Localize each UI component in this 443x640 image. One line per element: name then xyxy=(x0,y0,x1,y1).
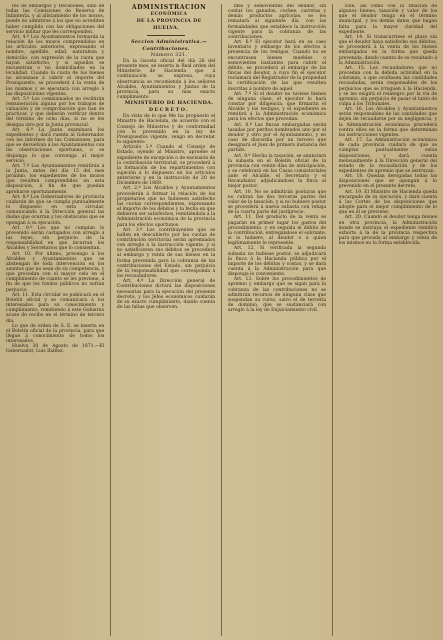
paragraph: Art. 14. Si transcurriese el plazo sin que el deudor haya satisfecho sus débitos, se procederá á la venta de los bienes embargados en la forma que queda prevenida, dando cuenta de su resultado á la Administración. xyxy=(338,34,438,66)
paragraph: Art. 5.º Los comisionados no recibirán remuneración alguna por los trabajos de valuación y de comprobación que han de practicar, y que deberán verificar dentro del término de ocho días, si no se les designa otro por la Junta provincial. xyxy=(6,96,105,128)
header-rule xyxy=(147,35,185,36)
column-divider xyxy=(221,4,222,636)
column-4 xyxy=(339,4,437,636)
paragraph: Art. 9.º Hecha la tasación, se anunciará la subasta en el Boletín oficial de la provincia con veinte días de anticipación, y se celebrará en las Casas consistoriales ante el Alcalde, el Secretario y el Recaudador, adjudicándose la finca al mejor postor. xyxy=(227,153,327,190)
ministry-heading: MINISTERIO DE HACIENDA. xyxy=(124,100,214,107)
paragraph: Huelva 30 de Agosto de 1871.—El Gobernador, Luis Ibáñez. xyxy=(6,344,105,355)
paragraph: En la Gaceta oficial del día 26 del presente mes, se inserta la Real orden del Ministerio de Hacienda que á continuación se expresa, cuya observancia se recomienda á los señores Alcaldes, Ayuntamientos y Juntas de la provincia, para su más exacto cumplimiento. xyxy=(116,59,216,101)
paragraph: Art. 15. Los recaudadores que no procedan con la debida actividad en la cobranza, o que ocultasen las cantidades recaudadas, serán responsables de los perjuicios que se irroguen á la Hacienda, y se les exigirá el reintegro por la vía de apremio, sin perjuicio de pasar el tanto de culpa á los Tribunales. xyxy=(338,65,438,107)
paragraph: Art. 8.º Las fincas embargadas serán tasadas por peritos nombrados uno por el deudor y otro por el Ayuntamiento, y en caso de discordia por un tercero que designará el Juez de primera instancia del partido. xyxy=(227,122,327,154)
paragraph: Art. 20. Cuando el deudor tenga bienes en otra provincia, la Administración donde se instruya el expediente remitirá exhorto á la de la provincia respectiva para que proceda al embargo y venta de los mismos en la forma establecida. xyxy=(338,215,438,247)
paragraph: Art. 17. La Administración económica de cada provincia cuidará de que se cumplan puntualmente estas disposiciones, y dará cuenta mensualmente á la Dirección general del estado de la recaudación y de los expedientes de apremio que se instruyan. xyxy=(338,138,438,174)
paragraph: En vista de lo que Me ha propuesto el Ministro de Hacienda, de acuerdo con el Consejo de Ministros y de conformidad con lo prevenido en la ley de Presupuestos vigente, vengo en decretar lo siguiente: xyxy=(116,114,216,146)
decree-heading: DECRETO. xyxy=(148,107,190,114)
paragraph: Art. 6.º La Junta examinará los expedientes y dará cuenta al Gobernador con los informes de las Comisiones, para que se devuelvan á los Ayuntamientos con las observaciones oportunas, o se disponga lo que convenga al mejor servicio. xyxy=(6,127,105,164)
paragraph: Art. 11. Del producto de la venta se pagarán en primer lugar los gastos del procedimiento, y en seguida el débito de la contribución, entregándose el sobrante, si lo hubiere, al deudor o á quien legítimamente le represente. xyxy=(227,215,327,247)
paragraph: Art. 10. Por último, prevengo á los Alcaldes y Ayuntamientos que se abstengan de toda intervención en los asuntos que no sean de su competencia, y que procedan con el mayor celo en el cumplimiento de cuanto se les previene, á fin de que los fondos públicos no sufran perjuicio. xyxy=(6,251,105,293)
paragraph: Art. 16. Los Alcaldes y Ayuntamientos serán responsables de las cantidades que dejen de recaudarse por su negligencia, y la Administración económica procederá contra ellos en la forma que determinan las instrucciones vigentes. xyxy=(338,107,438,138)
column-divider xyxy=(110,4,111,636)
paragraph: Art. 7.º Los Ayuntamientos remitirán á la Junta, antes del día 15 del mes próximo, los expedientes de los mozos que resulten comprendidos en esta disposición, á fin de que puedan aprobarse oportunamente. xyxy=(6,163,105,195)
notice-number: Número 321. xyxy=(150,52,188,58)
paragraph: Art. 8.º Los Gobernadores de provincia cuidarán de que se cumpla puntualmente lo dispuesto en esta circular, comunicando á la Dirección general las dudas que ocurran y los obstáculos que se opongan á su ejecución. xyxy=(6,194,105,226)
paragraph: Art. 11. Esta circular se publicará en el Boletín oficial y se comunicará á los interesados para su conocimiento y cumplimiento, remitiendo á este Gobierno acuse de recibo en el término de tercero día. xyxy=(6,292,105,324)
paragraph: Art. 4.º Los Ayuntamientos formarán la relación de los mozos comprendidos en los artículos anteriores, expresando el nombre, apellido, edad, naturaleza y domicilio, con expresión de la cuota que hayan satisfecho, y si aquellos se encuentran o no domiciliados en la localidad. Cuando la cuota de los bienes no alcanzase á cubrir el importe del Presupuesto, se procederá á la venta de los mismos y se ejecutará con arreglo á las disposiciones vigentes. xyxy=(6,34,105,97)
column-divider xyxy=(332,4,333,636)
paragraph: Art. 9.º Los que no cumplan lo prevenido serán castigados con arreglo á las leyes, sin perjuicio de la responsabilidad en que incurran los Alcaldes y Secretarios que lo consientan. xyxy=(6,225,105,252)
decree-body xyxy=(117,114,215,310)
paragraph: Art. 12. Si verificada la segunda subasta no hubiese postor, se adjudicará la finca á la Hacienda pública por el importe de los débitos y costas, y se dará cuenta á la Administración para que disponga lo conveniente. xyxy=(227,246,327,278)
paragraph: Art. 6.º El ejecutor hará en su caso inventario y embargo de los efectos á presencia de los testigos. Cuando no se encontrasen bienes muebles o semovientes bastantes para cubrir el débito, se procederá al embargo de las fincas del deudor, á cuyo fin el ejecutor reclamará del Registrador de la propiedad la certificación de las que resulten inscritas á nombre de aquel. xyxy=(227,40,327,92)
paragraph: clon, así como con la relación de algunos bienes, tasación y valor de los que el deudor tenga en el término municipal, y los demás datos que hagan falta para la mayor claridad del expediente. xyxy=(338,4,438,35)
paragraph: Art. 19. El Ministro de Hacienda queda encargado de su ejecución, y dará cuenta á las Cortes de las disposiciones que adopte para el mejor cumplimiento de lo que en él se previene. xyxy=(338,189,438,216)
paragraph: tes de embargos y Decisiones, sino de todas las Comisiones de Reserva de Infantería, y al alistamiento de los mozos, puede no admitirse á los que no acrediten haber cumplido con las obligaciones del servicio militar que les corresponden. xyxy=(6,4,105,35)
section-heading: Seccion Administrativa.—Contribuciones. xyxy=(131,39,208,52)
column-2 xyxy=(117,4,215,636)
paragraph: Artículo 1.º Cuando el Consejo de Estado, oyendo al Ministro, apruebe el expediente de excepción o de exclusión de la contribución territorial, se procederá á la formación de los repartimientos con sujeción á lo dispuesto en los artículos anteriores y en la instrucción de 20 de Diciembre de 1869. xyxy=(116,145,216,187)
admin-subtitle: ECONÓMICA xyxy=(150,12,188,17)
paragraph: Art. 13. Sobre los procedimientos de apremio y embargo que se sigan para la cobranza de las contribuciones no se admitirán recursos de ninguna clase que suspendan su curso, salvo el de tercería de dominio, que se sustanciará con arreglo á la ley de Enjuiciamiento civil. xyxy=(227,277,327,314)
paragraph: Art. 10. No se admitirán posturas que no cubran las dos terceras partes del valor de la tasación, y si no hubiere postor se procederá á nueva subasta con rebaja de la cuarta parte del justiprecio. xyxy=(227,189,327,216)
paragraph: Art. 18. Quedan derogadas todas las disposiciones que se opongan á lo prevenido en el presente decreto. xyxy=(338,174,438,190)
paragraph: Art. 4.º La Dirección general de Contribuciones dictará las disposiciones necesarias para la ejecución del presente decreto, y los Jefes económicos cuidarán de su exacto cumplimiento, dando cuenta de las faltas que observen. xyxy=(116,279,216,311)
paragraph: bles y semovientes del deudor, sin contar los ganados, coches, carretas y demás productos agrícolas, se les rematará al siguiente día, con las formalidades que establece la instrucción vigente para la cobranza de las contribuciones. xyxy=(227,4,327,40)
admin-department: DE LA PROVINCIA DE HUELVA. xyxy=(136,18,202,31)
paragraph: Art. 7.º Si el deudor no tuviese bienes de ninguna clase, el ejecutor lo hará constar por diligencia, que firmarán el Alcalde y los testigos, y el expediente se remitirá á la Administración económica para los efectos que procedan. xyxy=(227,91,327,123)
paragraph: Art. 2.º Los Alcaldes y Ayuntamientos procederán á formar la relación de los propietarios que no hubiesen satisfecho las cuotas correspondientes, expresando el importe de los débitos y la fecha en que debieron ser satisfechos, remitiéndola á la Administración económica de la provincia para los efectos oportunos. xyxy=(116,186,216,228)
paragraph: Lo que de orden de S. E. se inserta en el Boletín oficial de la provincia, para que llegue á conocimiento de todos los interesados. xyxy=(6,323,105,345)
notice-body xyxy=(117,59,215,100)
column-1 xyxy=(6,4,104,636)
admin-title: ADMINISTRACION xyxy=(131,4,207,11)
paragraph: Art. 3.º Los contribuyentes que se hallen en descubierto por las cuotas de contribución territorial serán apremiados con arreglo á la instrucción vigente, y si no satisficieren sus débitos se procederá al embargo y venta de sus bienes en la forma prevenida para la cobranza de las contribuciones del Estado, sin perjuicio de la responsabilidad que corresponda á los recaudadores. xyxy=(116,227,216,280)
column-3 xyxy=(228,4,326,636)
